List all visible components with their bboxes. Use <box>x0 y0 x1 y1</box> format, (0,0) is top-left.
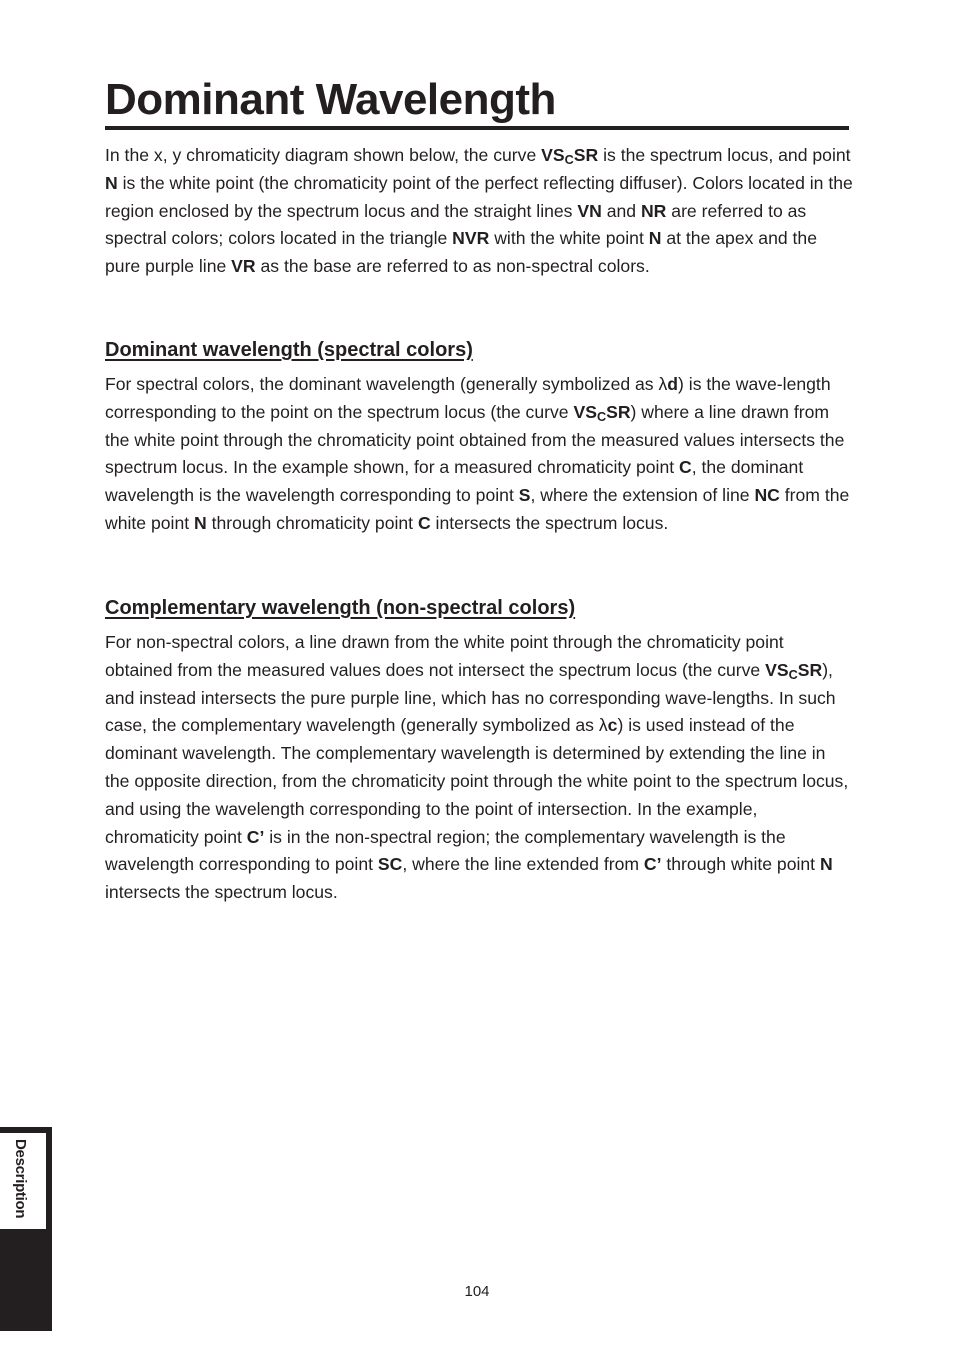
bold-term: SR <box>606 401 631 422</box>
bold-term: S <box>518 485 531 506</box>
bold-term: C <box>679 457 692 478</box>
bold-term: SC <box>377 854 403 875</box>
bold-term: C <box>417 512 431 533</box>
bold-term: C <box>788 667 798 682</box>
bold-term: NVR <box>452 228 490 249</box>
bold-term: VS <box>573 401 597 422</box>
page-number: 104 <box>464 1283 490 1300</box>
bold-term: c <box>607 715 618 736</box>
bold-term: d <box>667 374 679 394</box>
bold-term: VS <box>541 145 565 165</box>
bold-term: C’ <box>643 854 662 875</box>
bold-term: N <box>819 854 833 875</box>
section-body-complementary: For non-spectral colors, a line drawn from the white point through the chromaticity point obtained from the measured values does not intersect the spectrum locus (the curve $VS_CSR$), and instead intersects the pure purple line, which has no corresponding wave-lengths. In such case, the complementary wavelength (generally symbolized as λc) is used instead of the dominant wavelength. The complementary wavelength is determined by extending the line in the opposite direction, from the chromaticity point through the white point to the spectrum locus, and using the wavelength corresponding to the point of intersection. In the example, chromaticity point C’ is in the non-spectral region; the complementary wavelength is the wavelength corresponding to point SC, where the line extended from C’ through white point N intersects the spectrum locus. <box>105 632 849 903</box>
section-heading-complementary: Complementary wavelength (non-spectral colors) <box>105 597 576 619</box>
side-tab-label: Description <box>12 1139 29 1219</box>
bold-term: C’ <box>246 826 265 847</box>
section-body-dominant: For spectral colors, the dominant wavelength (generally symbolized as λd) is the wave-length corresponding to the point on the spectrum locus (the curve $VS_CSR$) where a line drawn from the white point through the chromaticity point obtained from the measured values intersects the spectrum locus. In the example shown, for a measured chromaticity point C, the dominant wavelength is the wavelength corresponding to point S, where the extension of line NC from the white point N through chromaticity point C intersects the spectrum locus. <box>105 374 850 533</box>
bold-term: NC <box>754 485 780 506</box>
bold-term: VN <box>577 200 602 221</box>
bold-term: C <box>564 153 574 168</box>
section-heading-dominant: Dominant wavelength (spectral colors) <box>105 339 473 361</box>
intro-paragraph: In the x, y chromaticity diagram shown below, the curve $VS_CSR$ is the spectrum locus, and point N is the white point (the chromaticity point of the perfect reflecting diffuser). Colors located in the region enclosed by the spectrum locus and the straight lines VN and NR are referred to as spectral colors; colors located in the triangle NVR with the white point N at the apex and the pure purple line VR as the base are referred to as non-spectral colors. <box>105 145 853 277</box>
bold-term: C <box>596 409 607 424</box>
bold-term: NR <box>640 200 667 221</box>
bold-term: N <box>105 172 118 193</box>
bold-term: VR <box>231 256 256 277</box>
bold-term: N <box>648 228 662 249</box>
bold-term: SR <box>573 145 599 165</box>
bold-term: SR <box>797 659 823 680</box>
page-title: Dominant Wavelength <box>105 74 849 130</box>
bold-term: N <box>194 512 207 533</box>
bold-term: VS <box>765 659 789 680</box>
